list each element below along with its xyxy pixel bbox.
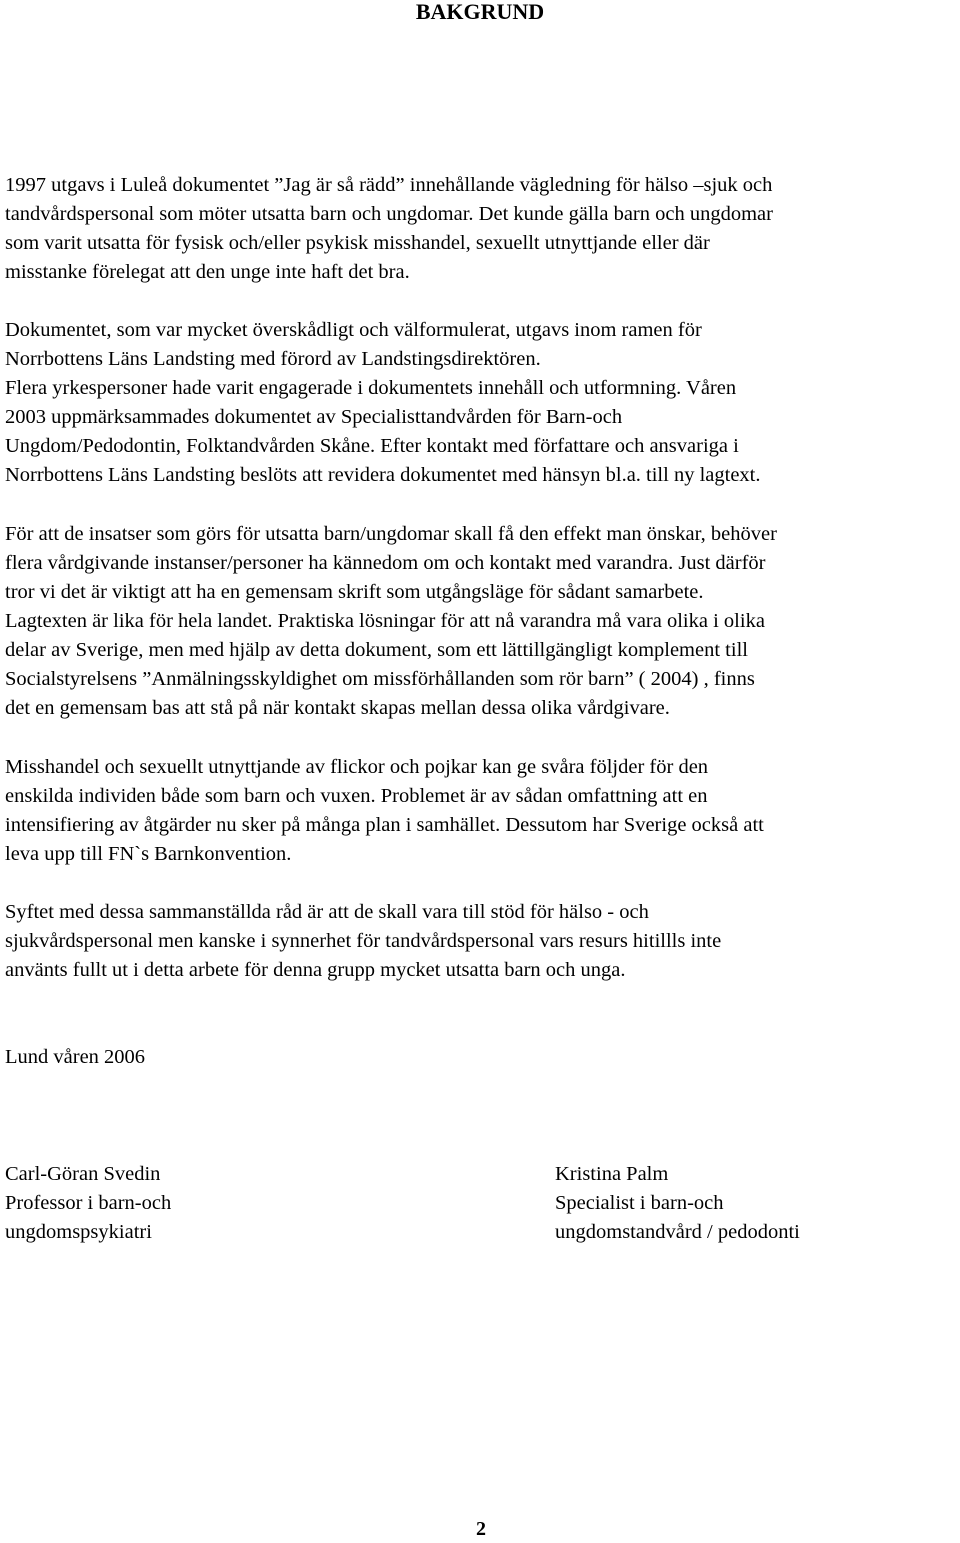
- text-line: sjukvårdspersonal men kanske i synnerhet för tandvårdspersonal vars resurs hitillls inte: [5, 930, 722, 952]
- text-line: flera vårdgivande instanser/personer ha kännedom om och kontakt med varandra. Just därför: [5, 552, 766, 574]
- text-line: intensifiering av åtgärder nu sker på många plan i samhället. Dessutom har Sverige också att: [5, 814, 764, 836]
- text-line: som varit utsatta för fysisk och/eller psykisk misshandel, sexuellt utnyttjande eller där: [5, 232, 710, 254]
- text-line: använts fullt ut i detta arbete för denna grupp mycket utsatta barn och unga.: [5, 959, 626, 981]
- signature-title: Specialist i barn-och: [555, 1192, 724, 1214]
- paragraph-history: [5, 171, 960, 287]
- text-line: misstanke förelegat att den unge inte haft det bra.: [5, 261, 410, 283]
- signature-title: ungdomstandvård / pedodonti: [555, 1221, 800, 1243]
- place-date-text: Lund våren 2006: [5, 1046, 146, 1068]
- text-line: Lagtexten är lika för hela landet. Praktiska lösningar för att nå varandra må vara olika i olika: [5, 610, 765, 632]
- page-heading: BAKGRUND: [415, 0, 545, 24]
- text-line: Flera yrkespersoner hade varit engagerade i dokumentets innehåll och utformning. Våren: [5, 377, 737, 399]
- text-line: tror vi det är viktigt att ha en gemensam skrift som utgångsläge för sådant samarbete.: [5, 581, 704, 603]
- signature-svedin: [5, 1160, 171, 1247]
- paragraph-purpose: [5, 898, 960, 985]
- text-line: Dokumentet, som var mycket överskådligt och välformulerat, utgavs inom ramen för: [5, 319, 702, 341]
- text-line: Syftet med dessa sammanställda råd är att de skall vara till stöd för hälso - och: [5, 901, 649, 923]
- text-line: Misshandel och sexuellt utnyttjande av flickor och pojkar kan ge svåra följder för den: [5, 756, 709, 778]
- text-line: Socialstyrelsens ”Anmälningsskyldighet om missförhållanden som rör barn” ( 2004) , finns: [5, 668, 755, 690]
- text-line: Norrbottens Läns Landsting beslöts att revidera dokumentet med hänsyn bl.a. till ny lagtext.: [5, 464, 761, 486]
- place-date: [5, 1043, 960, 1072]
- signature-palm: [555, 1160, 800, 1247]
- signature-name: Carl-Göran Svedin: [5, 1163, 161, 1185]
- text-line: delar av Sverige, men med hjälp av detta dokument, som ett lättillgängligt komplement till: [5, 639, 748, 661]
- signature-name: Kristina Palm: [555, 1163, 669, 1185]
- text-line: 1997 utgavs i Luleå dokumentet ”Jag är så rädd” innehållande vägledning för hälso –sjuk och: [5, 174, 773, 196]
- text-line: leva upp till FN`s Barnkonvention.: [5, 843, 292, 865]
- text-line: 2003 uppmärksammades dokumentet av Specialisttandvården för Barn-och: [5, 406, 623, 428]
- paragraph-document-revision: [5, 316, 960, 490]
- page-number: 2: [476, 1518, 486, 1540]
- text-line: För att de insatser som görs för utsatta barn/ungdomar skall få den effekt man önskar, behöver: [5, 523, 777, 545]
- text-line: tandvårdspersonal som möter utsatta barn och ungdomar. Det kunde gälla barn och ungdomar: [5, 203, 773, 225]
- text-line: det en gemensam bas att stå på när kontakt skapas mellan dessa olika vårdgivare.: [5, 697, 670, 719]
- paragraph-consequences: [5, 753, 960, 869]
- text-line: enskilda individen både som barn och vuxen. Problemet är av sådan omfattning att en: [5, 785, 708, 807]
- signature-title: ungdomspsykiatri: [5, 1221, 152, 1243]
- text-line: Ungdom/Pedodontin, Folktandvården Skåne. Efter kontakt med författare och ansvariga i: [5, 435, 739, 457]
- signature-title: Professor i barn-och: [5, 1192, 172, 1214]
- paragraph-cooperation: [5, 520, 960, 723]
- text-line: Norrbottens Läns Landsting med förord av Landstingsdirektören.: [5, 348, 541, 370]
